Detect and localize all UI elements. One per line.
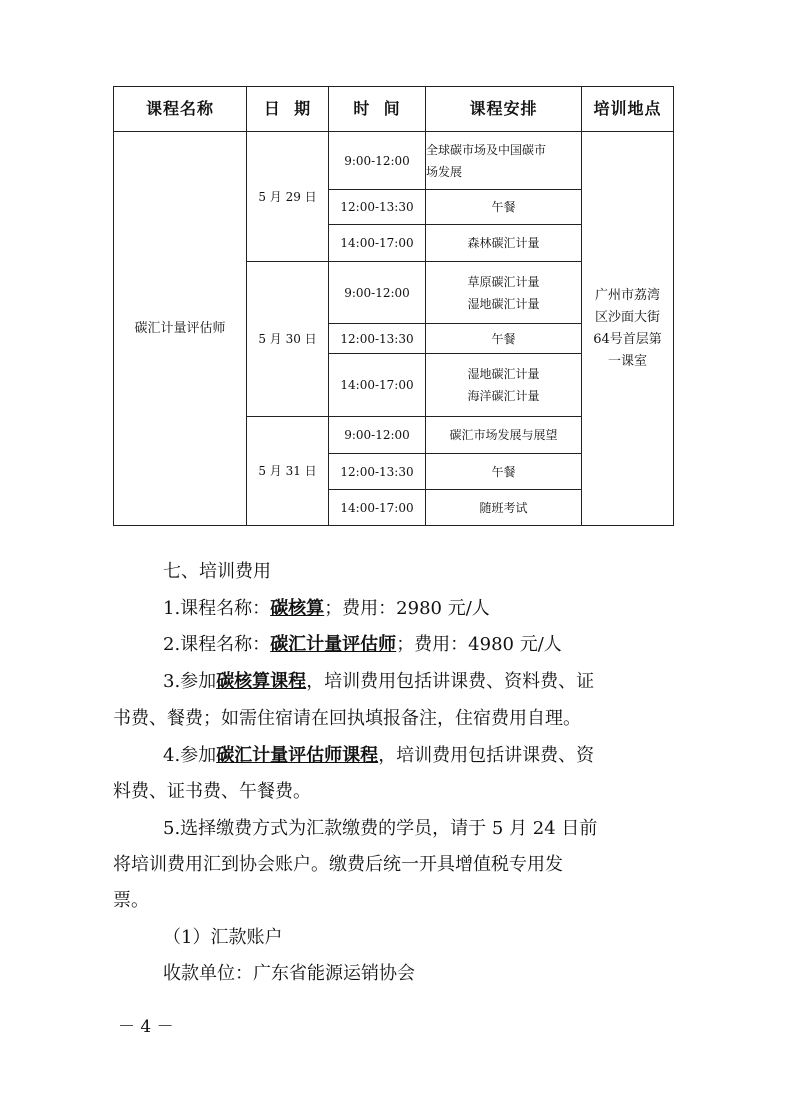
time-cell: 9:00-12:00	[329, 132, 426, 190]
payee-line: 收款单位：广东省能源运销协会	[163, 963, 415, 984]
time-cell: 14:00-17:00	[329, 225, 426, 262]
fee-item-2	[163, 630, 562, 660]
topic-cell: 森林碳汇计量	[426, 225, 582, 262]
fee-item-3-continued: 书费、餐费；如需住宿请在回执填报备注，住宿费用自理。	[113, 708, 581, 729]
time-cell: 12:00-13:30	[329, 324, 426, 354]
topic-cell	[426, 354, 582, 417]
fee-item-4-continued: 料费、证书费、午餐费。	[113, 781, 311, 802]
topic-line: 海洋碳汇计量	[467, 389, 540, 403]
date-cell: 5 月 29 日	[247, 132, 329, 262]
fee-item-3	[163, 667, 594, 697]
topic-cell: 碳汇市场发展与展望	[426, 417, 582, 454]
sub-heading-remittance: （1）汇款账户	[163, 927, 283, 948]
topic-cell	[426, 132, 582, 190]
course-name-cell: 碳汇计量评估师	[114, 132, 247, 526]
item-prefix: 2.课程名称：	[163, 634, 271, 655]
section-heading: 七、培训费用	[163, 561, 271, 582]
topic-cell: 午餐	[426, 190, 582, 225]
table-header-row	[114, 87, 674, 132]
header-date: 日 期	[247, 87, 329, 132]
fee-item-5-continued: 将培训费用汇到协会账户。缴费后统一开具增值税专用发	[113, 854, 563, 875]
time-cell: 12:00-13:30	[329, 454, 426, 490]
item-suffix: ；费用：2980 元/人	[324, 598, 490, 619]
schedule-table	[113, 86, 674, 526]
topic-line: 草原碳汇计量	[467, 274, 540, 289]
location-line: 64号首层第	[593, 331, 662, 347]
header-schedule: 课程安排	[426, 87, 582, 132]
topic-line: 湿地碳汇计量	[467, 367, 540, 381]
topic-cell: 随班考试	[426, 490, 582, 526]
time-cell: 14:00-17:00	[329, 354, 426, 417]
header-location: 培训地点	[582, 87, 674, 132]
topic-line: 湿地碳汇计量	[467, 296, 540, 311]
fee-item-1	[163, 594, 490, 624]
course-name-highlight: 碳汇计量评估师课程	[216, 745, 379, 766]
item-prefix: 4.参加	[163, 745, 217, 766]
course-name-highlight: 碳核算	[270, 598, 325, 619]
fee-item-5: 5.选择缴费方式为汇款缴费的学员，请于 5 月 24 日前	[163, 818, 598, 839]
date-cell: 5 月 31 日	[247, 417, 329, 526]
item-suffix: ，培训费用包括讲课费、资料费、证	[306, 671, 595, 692]
item-suffix: ，培训费用包括讲课费、资	[378, 745, 595, 766]
topic-cell: 午餐	[426, 324, 582, 354]
time-cell: 9:00-12:00	[329, 262, 426, 324]
fee-item-4	[163, 741, 594, 771]
fee-item-5-continued: 票。	[113, 890, 149, 911]
location-line: 一课室	[607, 353, 647, 369]
time-cell: 14:00-17:00	[329, 490, 426, 526]
location-line: 广州市荔湾	[594, 287, 660, 303]
location-line: 区沙面大街	[594, 309, 660, 325]
item-prefix: 3.参加	[163, 671, 217, 692]
item-prefix: 1.课程名称：	[163, 598, 271, 619]
header-course: 课程名称	[114, 87, 247, 132]
table-row	[114, 132, 674, 190]
date-cell: 5 月 30 日	[247, 262, 329, 417]
topic-line: 全球碳市场及中国碳市	[426, 142, 547, 157]
course-name-highlight: 碳核算课程	[216, 671, 307, 692]
topic-line: 场发展	[426, 164, 463, 179]
item-suffix: ；费用：4980 元/人	[396, 634, 562, 655]
topic-cell	[426, 262, 582, 324]
page-number: － 4 －	[118, 1017, 174, 1037]
location-cell	[582, 132, 674, 526]
topic-cell: 午餐	[426, 454, 582, 490]
time-cell: 12:00-13:30	[329, 190, 426, 225]
header-time: 时 间	[329, 87, 426, 132]
time-cell: 9:00-12:00	[329, 417, 426, 454]
course-name-highlight: 碳汇计量评估师	[270, 634, 397, 655]
